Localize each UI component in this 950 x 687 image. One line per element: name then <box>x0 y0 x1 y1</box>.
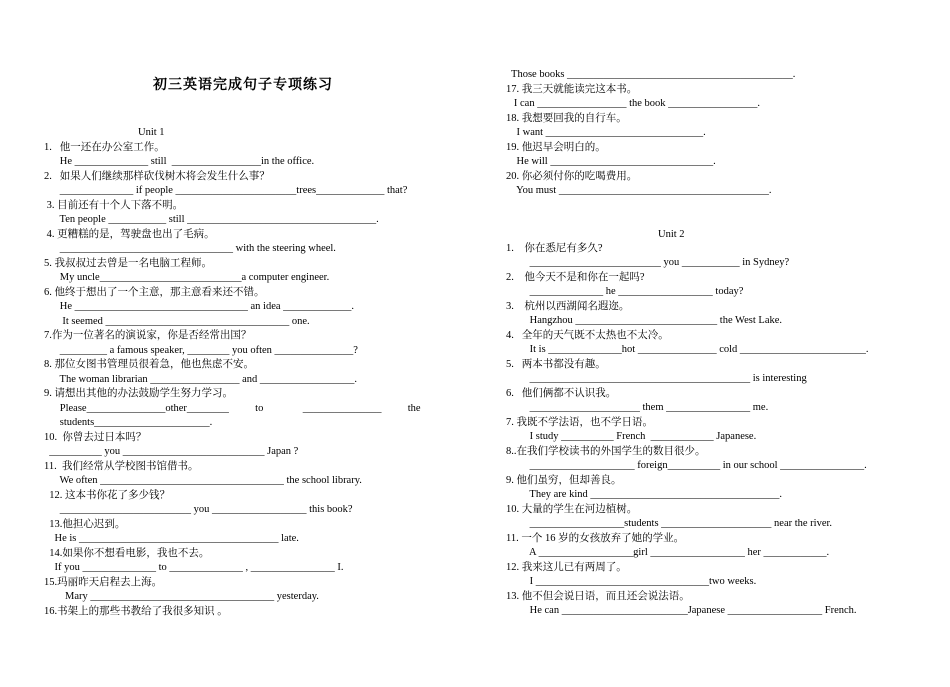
exercise-line: 9. 请想出其他的办法鼓励学生努力学习。 <box>44 388 233 399</box>
exercise-line: 7. 我既不学法语，也不学日语。 <box>506 416 653 428</box>
exercise-line: Hangzhou ___________________________ the West Lake. <box>506 315 783 326</box>
exercise-line: You must ________________________________________. <box>506 185 772 196</box>
exercise-line: He is ______________________________________ late. <box>44 533 299 544</box>
exercise-line: My uncle___________________________a computer engineer. <box>44 272 330 283</box>
exercise-line: He can ________________________Japanese __________________ French. <box>506 605 857 616</box>
exercise-line: _________________________ you ___________ in Sydney? <box>506 257 790 268</box>
exercise-line: 1. 你在悉尼有多久? <box>506 242 603 254</box>
exercise-line: It seemed ___________________________________ one. <box>44 315 310 327</box>
unit-2-heading: Unit 2 <box>658 229 685 240</box>
exercise-line: Ten people ___________ still ____________________________________. <box>44 214 379 225</box>
exercise-line: 5. 我叔叔过去曾是一名电脑工程师。 <box>44 257 212 269</box>
exercise-line: 9. 他们虽穷，但却善良。 <box>506 474 622 486</box>
exercise-line: He ______________ still _________________in the office. <box>44 156 315 167</box>
exercise-line: Those books ___________________________________________. <box>506 69 796 80</box>
exercise-line: 4. 全年的天气既不太热也不太冷。 <box>506 329 669 341</box>
exercise-line: It is ______________hot _______________ cold ________________________. <box>506 344 869 355</box>
exercise-line: students______________________. <box>44 417 213 428</box>
page-title: 初三英语完成句子专项练习 <box>153 77 333 93</box>
exercise-line: 12. 我来这儿已有两周了。 <box>506 561 627 573</box>
exercise-line: _________________________________ with the steering wheel. <box>44 243 336 254</box>
exercise-line: We often ___________________________________ the school library. <box>44 475 362 486</box>
exercise-line: 10. 你曾去过日本吗？ <box>44 431 147 443</box>
exercise-line: 13.他担心迟到。 <box>44 518 126 530</box>
exercise-line: 1. 他一还在办公室工作。 <box>44 141 165 153</box>
exercise-line: 6. 他终于想出了一个主意，那主意看来还不错。 <box>44 286 265 298</box>
exercise-line: I want ______________________________. <box>506 127 706 138</box>
exercise-line: 13. 他不但会说日语，而且还会说法语。 <box>506 590 690 602</box>
exercise-line: He _________________________________ an idea _____________. <box>44 301 355 312</box>
exercise-line: 8..在我们学校读书的外国学生的数目很少。 <box>506 445 706 457</box>
exercise-line: 3. 目前还有十个人下落不明。 <box>44 199 184 211</box>
exercise-line: 7.作为一位著名的演说家，你是否经常出国？ <box>44 330 252 341</box>
exercise-line: 16.书架上的那些书教给了我很多知识 。 <box>44 605 228 617</box>
exercise-line: The woman librarian _________________ and __________________. <box>44 373 358 385</box>
exercise-line: Mary ___________________________________ yesterday. <box>44 591 319 602</box>
exercise-line: They are kind ____________________________________. <box>506 489 782 500</box>
exercise-line: I _________________________________two weeks. <box>506 576 757 587</box>
exercise-line: 5. 两本书都没有趣。 <box>506 358 606 370</box>
exercise-line: 10. 大量的学生在河边植树。 <box>506 503 638 515</box>
exercise-line: __________________students _____________________ near the river. <box>506 518 833 529</box>
exercise-line: 8. 那位女图书管理员很着急，他也焦虑不安。 <box>44 359 254 370</box>
exercise-line: ______________ if people _______________________trees_____________ that? <box>44 185 408 196</box>
exercise-line: _____________________ them ________________ me. <box>506 402 769 413</box>
exercise-line: 6. 他们俩都不认识我。 <box>506 387 617 399</box>
exercise-line: 15.玛丽昨天启程去上海。 <box>44 576 163 588</box>
exercise-line: 2. 如果人们继续那样砍伐树木将会发生什么事？ <box>44 170 270 182</box>
exercise-line: ______________ he __________________ today? <box>506 286 744 297</box>
unit-1-heading: Unit 1 <box>138 127 165 138</box>
exercise-line: 2. 他今天不是和你在一起吗? <box>506 271 645 283</box>
exercise-line: 12. 这本书你花了多少钱？ <box>44 489 170 501</box>
exercise-line: 4. 更糟糕的是，驾驶盘也出了毛病。 <box>44 228 215 240</box>
exercise-line: If you ______________ to ______________ , ________________ I. <box>44 562 344 573</box>
exercise-line: _________________________ you __________________ this book? <box>44 504 353 515</box>
exercise-line: 11. 我们经常从学校图书馆借书。 <box>44 460 199 472</box>
exercise-line: 19. 他迟早会明白的。 <box>506 141 606 153</box>
exercise-line: 11. 一个 16 岁的女孩放弃了她的学业。 <box>506 532 685 544</box>
exercise-line: __________ you ___________________________ Japan ? <box>44 446 299 457</box>
exercise-line: 20. 你必须付你的吃喝费用。 <box>506 170 638 182</box>
exercise-line: _________ a famous speaker, ________ you often _______________? <box>44 344 358 356</box>
exercise-line: I study __________ French ____________ Japanese. <box>506 431 757 442</box>
exercise-line: A __________________girl __________________ her ____________. <box>506 547 830 558</box>
exercise-line: 14.如果你不想看电影，我也不去。 <box>44 547 210 559</box>
exercise-line: 18. 我想要回我的自行车。 <box>506 112 627 124</box>
exercise-line: __________________________________________ is interesting <box>506 373 807 384</box>
exercise-line: Please_______________other________ to _______________ the <box>44 402 421 414</box>
exercise-line: I can _________________ the book _________________. <box>506 98 761 109</box>
exercise-line: 17. 我三天就能读完这本书。 <box>506 83 638 95</box>
exercise-line: 3. 杭州以西湖闻名遐迩。 <box>506 300 630 312</box>
exercise-line: ____________________ foreign__________ in our school ________________. <box>506 460 867 471</box>
exercise-line: He will _______________________________. <box>506 156 716 167</box>
